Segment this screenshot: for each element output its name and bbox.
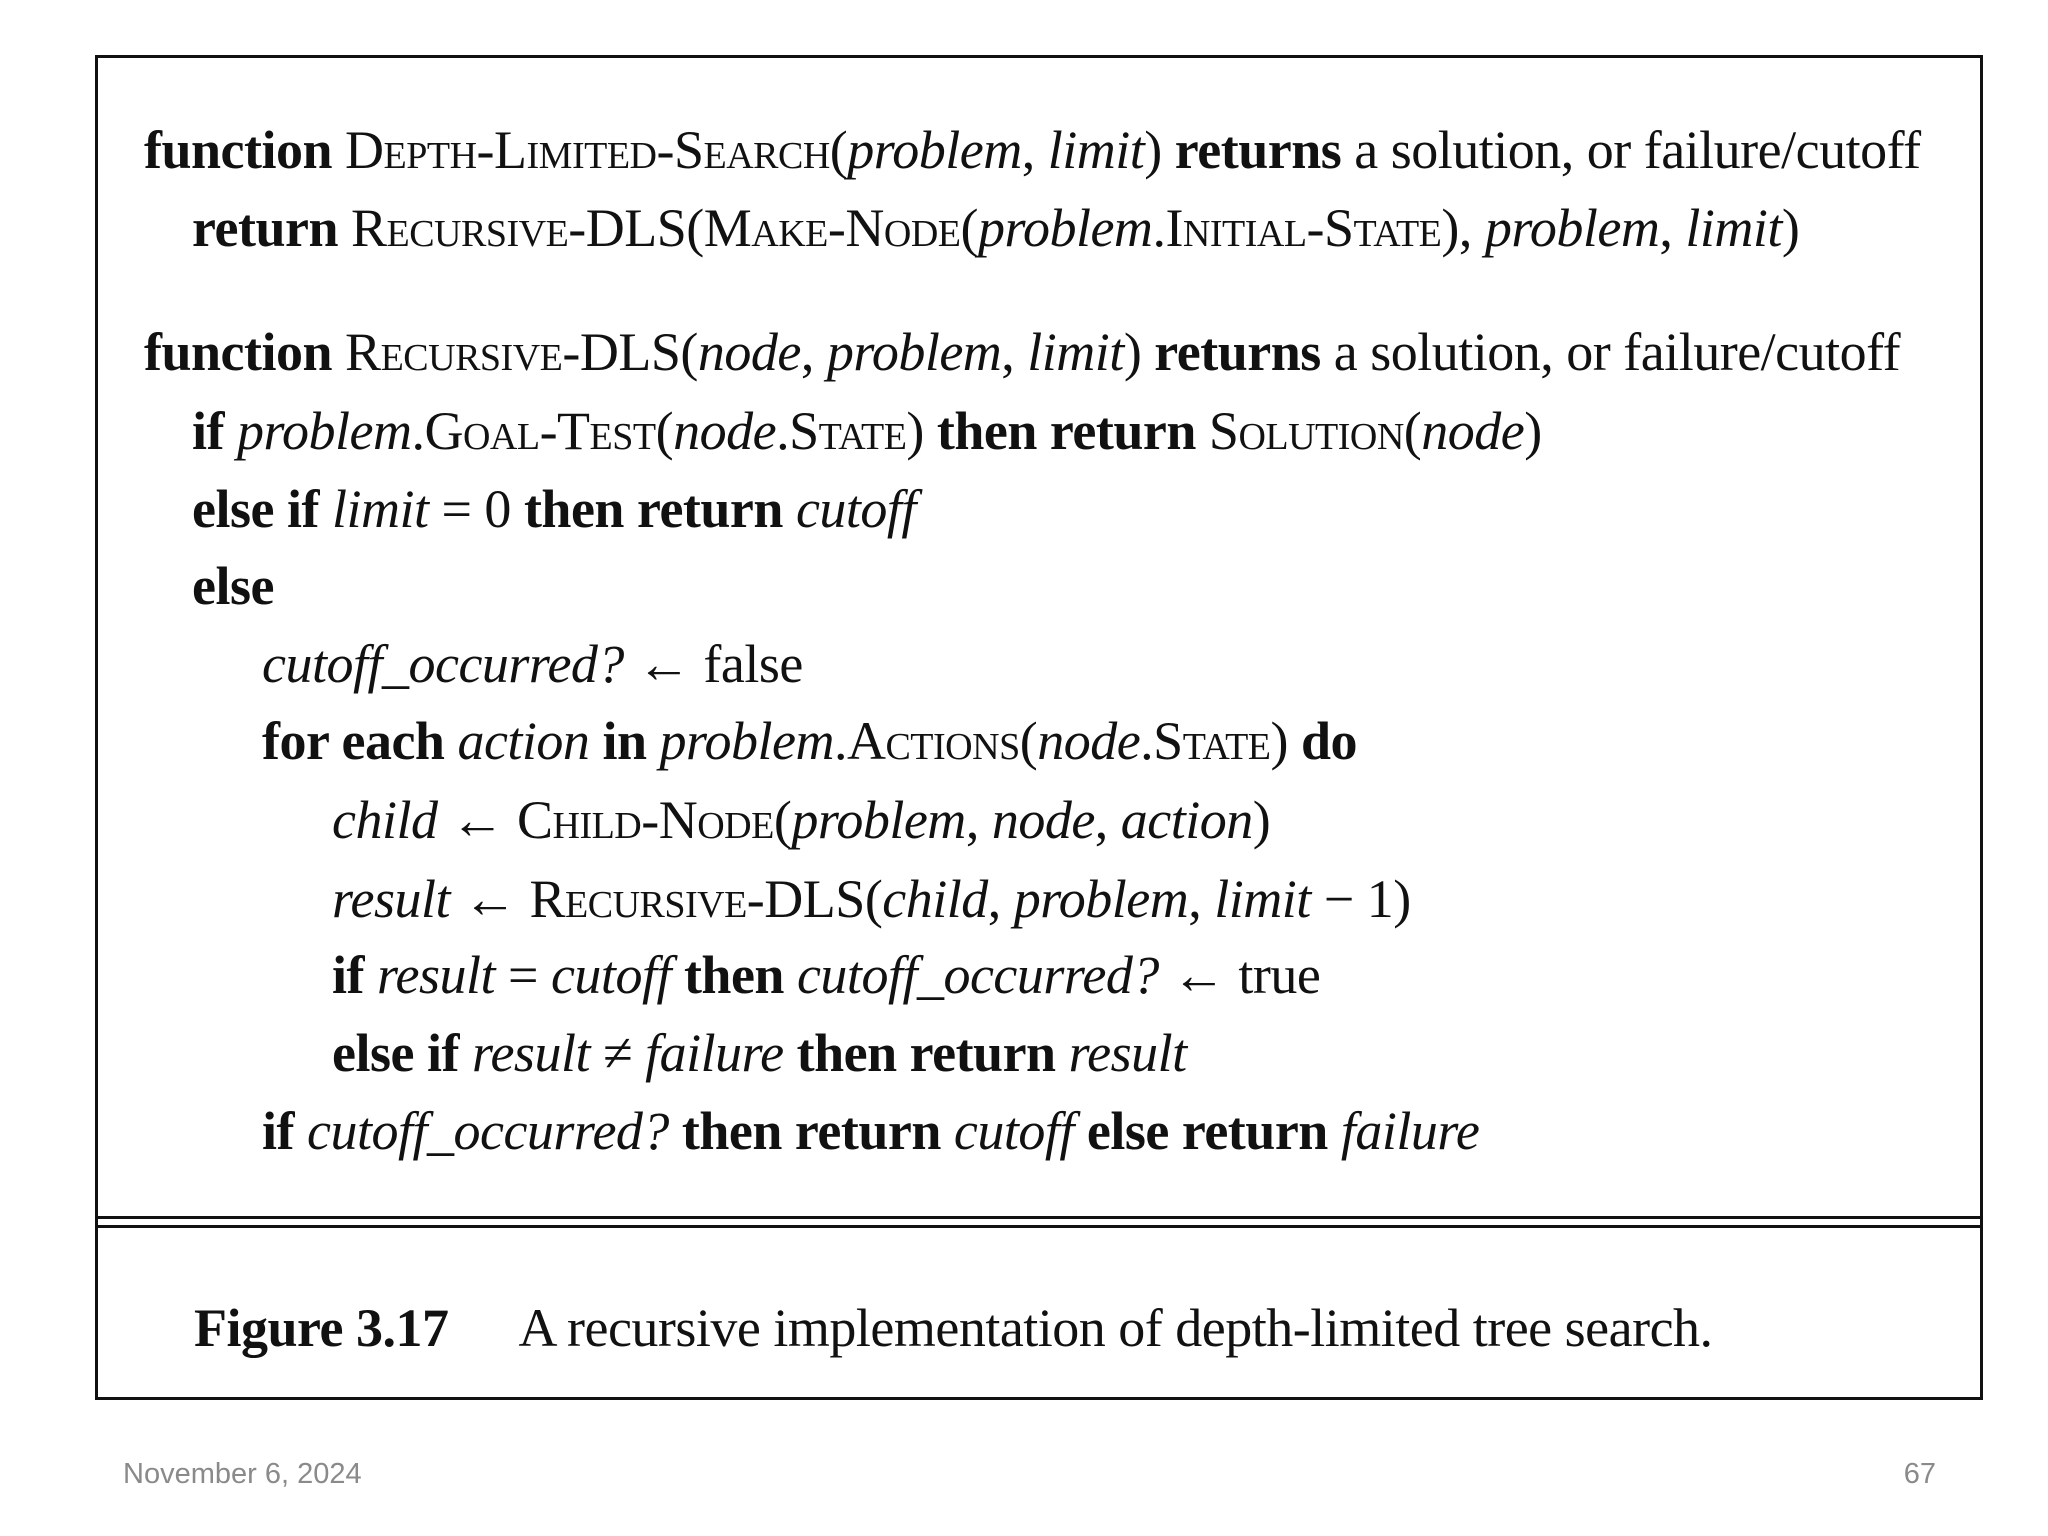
dls-return-line: return Recursive-DLS(Make-Node(problem.Initial-State), problem, limit) [192, 198, 1800, 258]
final-return-line: if cutoff_occurred? then return cutoff else return failure [262, 1101, 1480, 1161]
goal-test-line: if problem.Goal-Test(node.State) then return Solution(node) [192, 401, 1542, 461]
dls-function-header: function Depth-Limited-Search(problem, limit) returns a solution, or failure/cutoff [144, 120, 1921, 180]
caption-divider-bottom [98, 1225, 1980, 1228]
else-line: else [192, 556, 274, 616]
limit-zero-line: else if limit = 0 then return cutoff [192, 479, 916, 539]
cutoff-check-line: if result = cutoff then cutoff_occurred? ← true [332, 945, 1321, 1005]
algorithm-figure [95, 55, 1983, 1400]
figure-caption [194, 1298, 1713, 1358]
rdls-function-header: function Recursive-DLS(node, problem, limit) returns a solution, or failure/cutoff [144, 322, 1901, 382]
cutoff-init-line: cutoff_occurred? ← false [262, 634, 803, 694]
failure-check-line: else if result ≠ failure then return result [332, 1023, 1187, 1083]
slide-date: November 6, 2024 [123, 1458, 362, 1490]
recursive-call-line: result ← Recursive-DLS(child, problem, limit − 1) [332, 869, 1411, 929]
figure-label: Figure 3.17 [194, 1298, 449, 1358]
slide-page-number: 67 [1903, 1458, 1936, 1490]
figure-caption-text: A recursive implementation of depth-limited tree search. [518, 1298, 1713, 1358]
for-each-line: for each action in problem.Actions(node.State) do [262, 711, 1358, 771]
caption-divider-top [98, 1216, 1980, 1219]
child-node-line: child ← Child-Node(problem, node, action) [332, 790, 1271, 850]
